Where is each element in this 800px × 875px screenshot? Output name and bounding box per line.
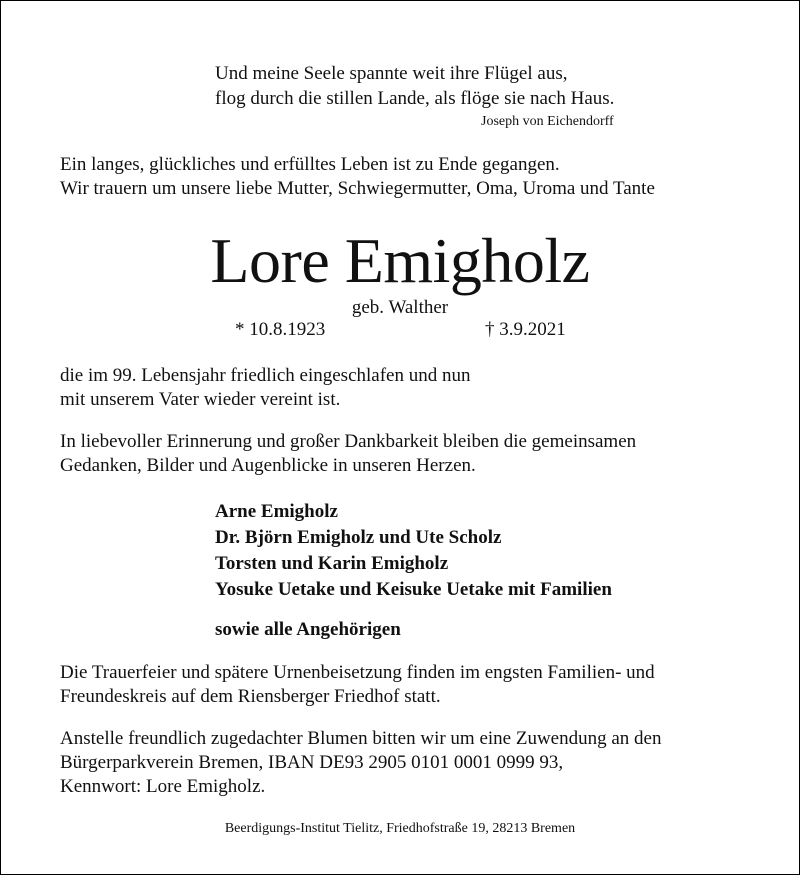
mourner-name: Arne Emigholz xyxy=(215,501,338,522)
ceremony-line-2: Freundeskreis auf dem Riensberger Friedhof statt. xyxy=(60,686,441,707)
poem-line-2: flog durch die stillen Lande, als flöge sie nach Haus. xyxy=(215,88,615,109)
deceased-name: Lore Emigholz xyxy=(210,225,590,296)
maiden-name: geb. Walther xyxy=(351,297,449,318)
mourner-name: Dr. Björn Emigholz und Ute Scholz xyxy=(215,527,502,548)
paragraph-memory-line-1: In liebevoller Erinnerung und großer Dankbarkeit bleiben die gemeinsamen xyxy=(60,431,637,452)
paragraph-memory-line-2: Gedanken, Bilder und Augenblicke in unseren Herzen. xyxy=(60,455,476,476)
paragraph-passing-line-2: mit unserem Vater wieder vereint ist. xyxy=(60,389,341,410)
intro-line-1: Ein langes, glückliches und erfülltes Leben ist zu Ende gegangen. xyxy=(60,154,560,175)
poem-author: Joseph von Eichendorff xyxy=(481,114,614,129)
death-date: † 3.9.2021 xyxy=(485,319,566,340)
paragraph-passing-line-1: die im 99. Lebensjahr friedlich eingeschlafen und nun xyxy=(60,365,471,386)
intro xyxy=(60,153,655,201)
ceremony-info xyxy=(60,661,655,709)
poem-line-1: Und meine Seele spannte weit ihre Flügel aus, xyxy=(215,63,568,84)
birth-date: * 10.8.1923 xyxy=(235,319,326,340)
mourner-name: Yosuke Uetake und Keisuke Uetake mit Familien xyxy=(215,579,612,600)
donation-line-2: Bürgerparkverein Bremen, IBAN DE93 2905 0101 0001 0999 93, xyxy=(60,752,564,773)
relatives-line: sowie alle Angehörigen xyxy=(215,619,401,640)
mourner-name: Torsten und Karin Emigholz xyxy=(215,553,449,574)
donation-line-3: Kennwort: Lore Emigholz. xyxy=(60,776,266,797)
poem xyxy=(215,61,614,111)
donation-info xyxy=(60,727,661,799)
ceremony-line-1: Die Trauerfeier und spätere Urnenbeisetzung finden im engsten Familien- und xyxy=(60,662,655,683)
donation-line-1: Anstelle freundlich zugedachter Blumen bitten wir um eine Zuwendung an den xyxy=(60,728,662,749)
paragraph-passing xyxy=(60,364,470,412)
funeral-home: Beerdigungs-Institut Tielitz, Friedhofstraße 19, 28213 Bremen xyxy=(224,821,576,836)
intro-line-2: Wir trauern um unsere liebe Mutter, Schwiegermutter, Oma, Uroma und Tante xyxy=(60,178,655,199)
mourners-list xyxy=(215,499,612,603)
paragraph-memory xyxy=(60,430,636,478)
